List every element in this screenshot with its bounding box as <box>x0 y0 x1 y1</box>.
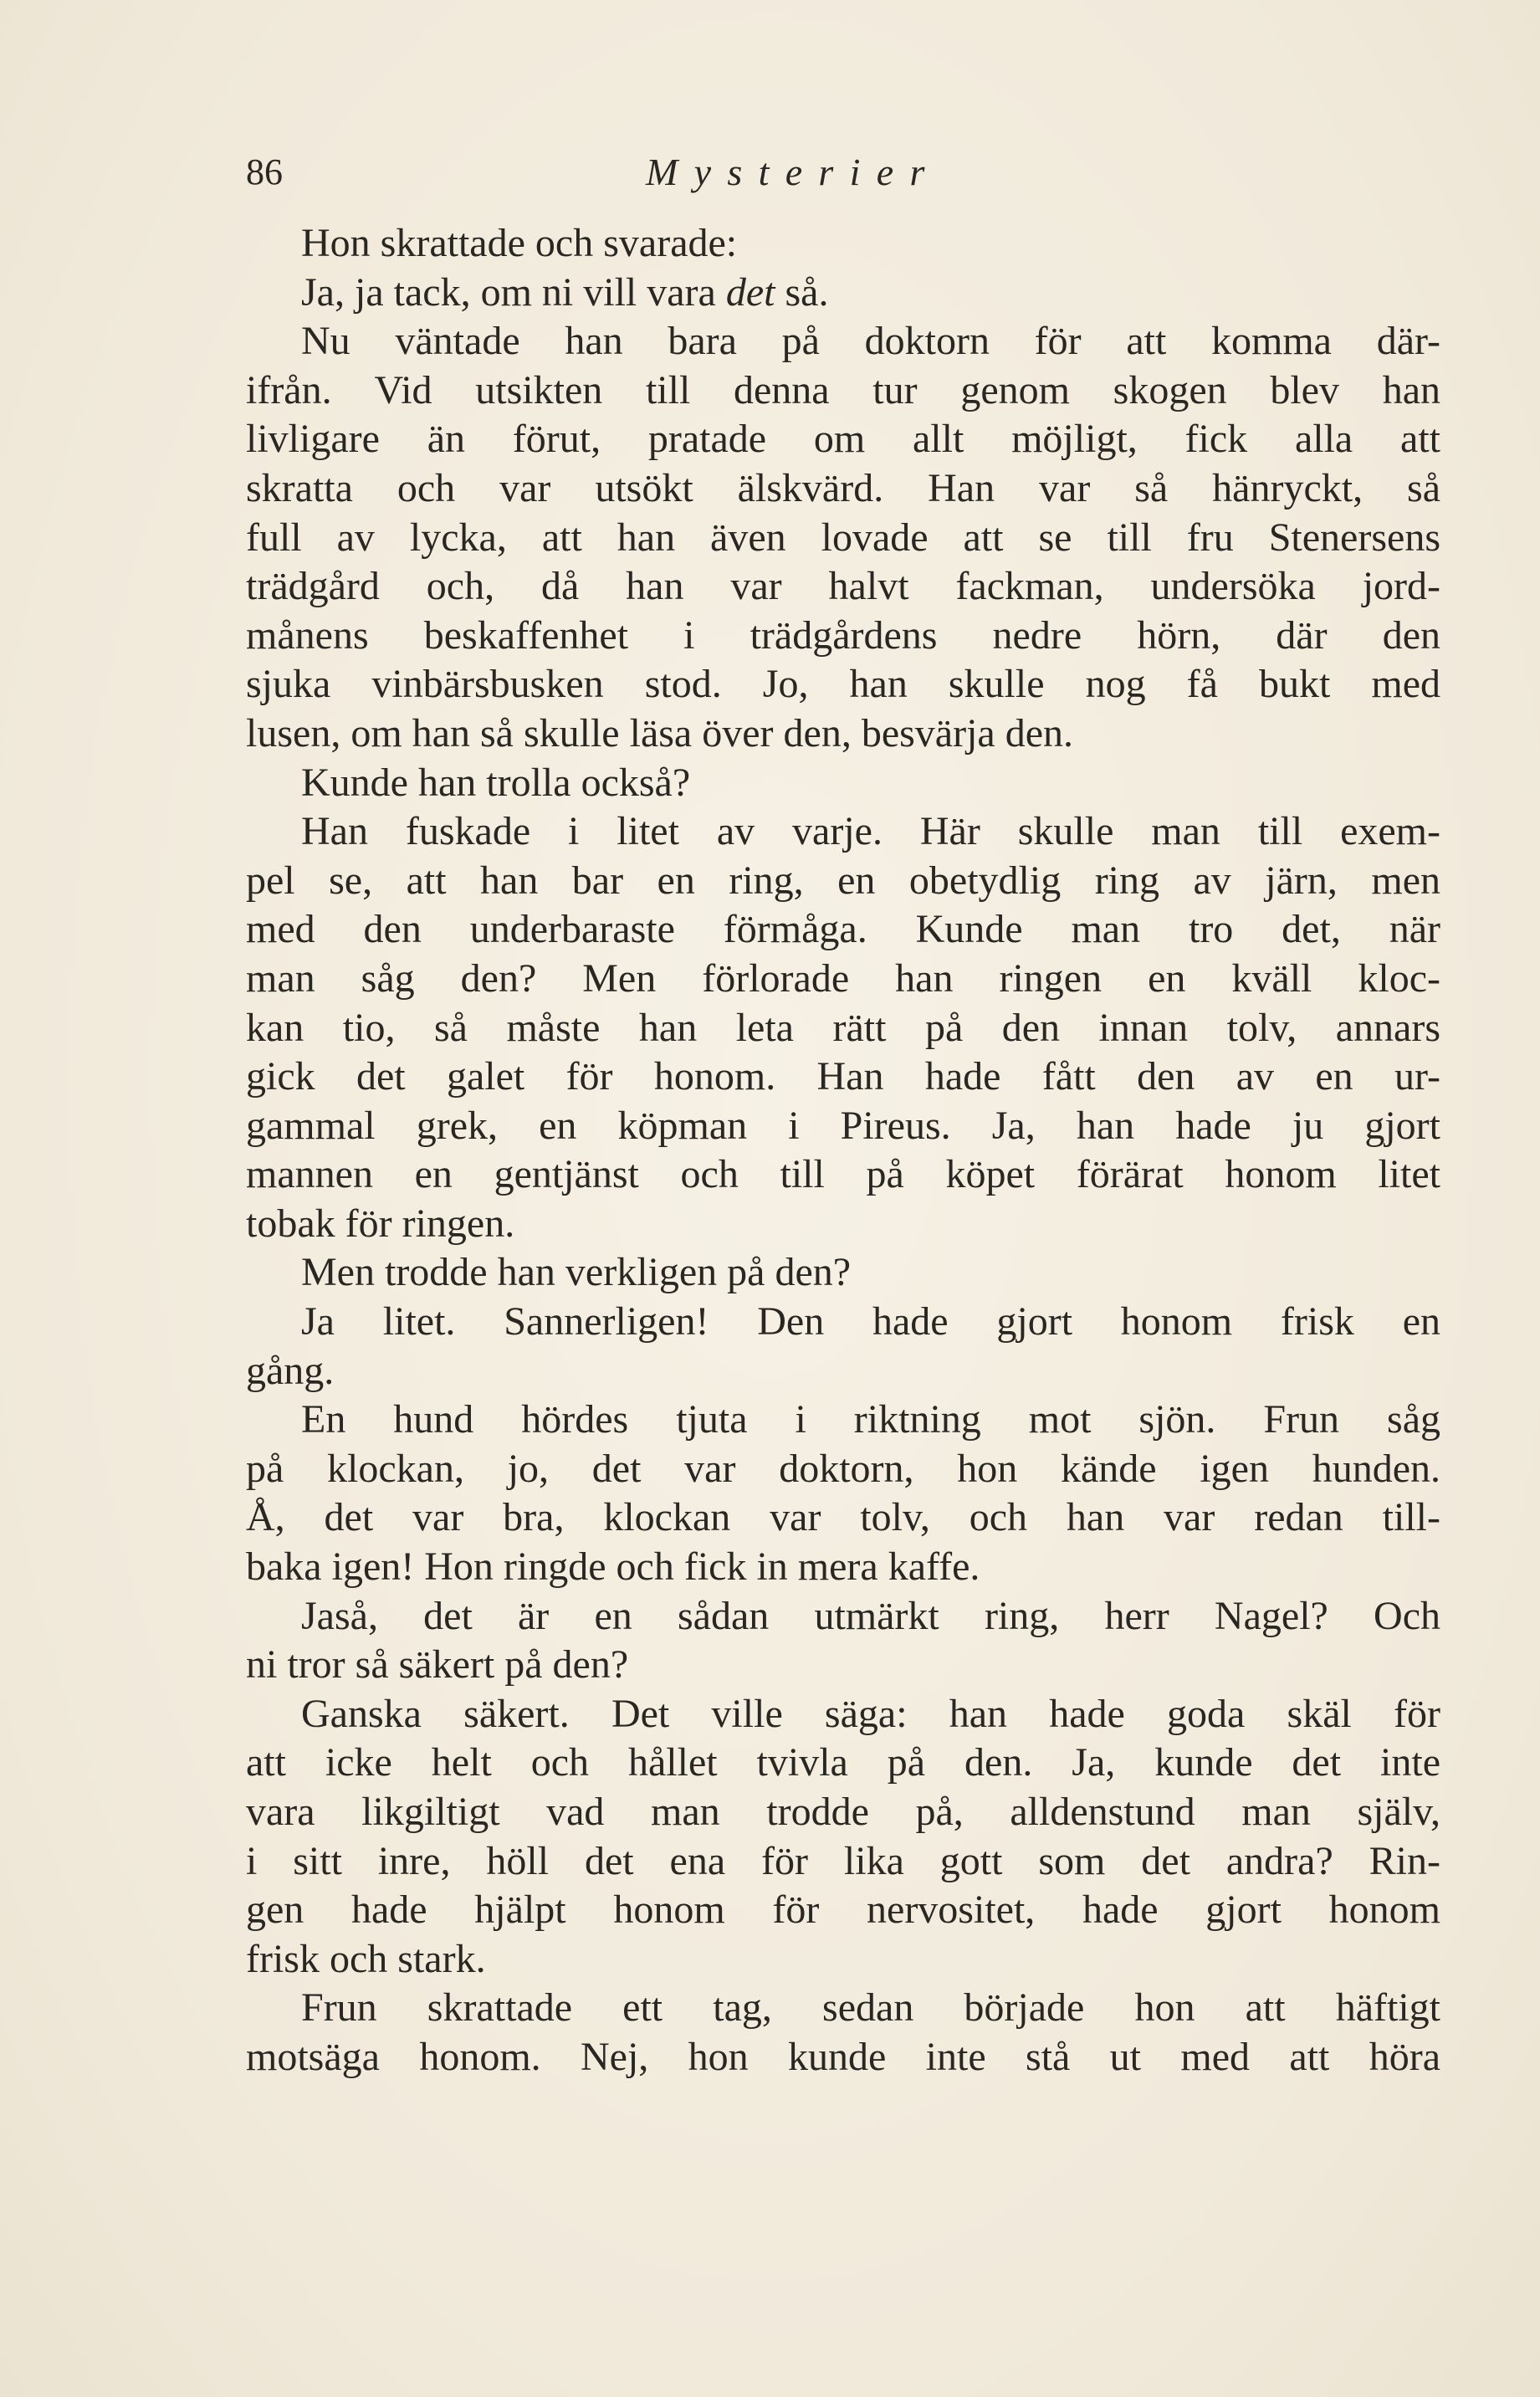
text-line: skratta och var utsökt älskvärd. Han var så hänryckt, så <box>246 465 1440 510</box>
text-line: baka igen! Hon ringde och fick in mera kaffe. <box>246 1544 980 1590</box>
text-line: mannen en gentjänst och till på köpet förärat honom litet <box>246 1152 1440 1197</box>
running-head: Mysterier <box>646 151 941 193</box>
text-line: Ja litet. Sannerligen! Den hade gjort honom frisk en <box>301 1299 1440 1344</box>
text-line: frisk och stark. <box>246 1936 486 1981</box>
text-line: motsäga honom. Nej, hon kunde inte stå ut med att höra <box>246 2034 1440 2079</box>
page-header <box>246 149 1384 207</box>
text-line <box>246 269 1440 318</box>
text-line: Ganska säkert. Det ville säga: han hade goda skäl för <box>301 1691 1440 1736</box>
text-line: månens beskaffenhet i trädgårdens nedre hörn, där den <box>246 612 1440 658</box>
text-line: Hon skrattade och svarade: <box>301 221 738 265</box>
text-segment: Ja, ja tack, om ni vill vara <box>301 269 726 315</box>
text-segment: så. <box>775 269 829 315</box>
text-line: gen hade hjälpt honom för nervositet, hade gjort honom <box>246 1887 1440 1933</box>
text-line: Kunde han trolla också? <box>301 760 691 805</box>
text-line: pel se, att han bar en ring, en obetydlig ring av järn, men <box>246 858 1440 903</box>
text-line: ifrån. Vid utsikten till denna tur genom skogen blev han <box>246 367 1440 412</box>
text-line: Nu väntade han bara på doktorn för att komma där- <box>301 319 1440 364</box>
text-line: ni tror så säkert på den? <box>246 1642 629 1688</box>
page-number: 86 <box>246 151 283 192</box>
text-line: Men trodde han verkligen på den? <box>301 1250 852 1295</box>
text-line: i sitt inre, höll det ena för lika gott som det andra? Rin- <box>246 1838 1440 1883</box>
text-line: kan tio, så måste han leta rätt på den innan tolv, annars <box>246 1005 1440 1050</box>
text-line: Frun skrattade ett tag, sedan började hon att häftigt <box>301 1985 1440 2031</box>
text-line: vara likgiltigt vad man trodde på, alldenstund man själv, <box>246 1790 1440 1834</box>
text-line: med den underbaraste förmåga. Kunde man tro det, när <box>246 907 1440 952</box>
text-line: gick det galet för honom. Han hade fått den av en ur- <box>246 1054 1440 1099</box>
text-line: sjuka vinbärsbusken stod. Jo, han skulle nog få bukt med <box>246 662 1440 707</box>
text-line: Han fuskade i litet av varje. Här skulle man till exem- <box>301 809 1440 854</box>
text-line: på klockan, jo, det var doktorn, hon kände igen hunden. <box>246 1446 1440 1491</box>
text-line: trädgård och, då han var halvt fackman, undersöka jord- <box>246 564 1440 609</box>
text-line: tobak för ringen. <box>246 1201 515 1246</box>
body-text <box>246 219 1440 2082</box>
text-line: Jaså, det är en sådan utmärkt ring, herr Nagel? Och <box>301 1593 1440 1638</box>
text-line: gång. <box>246 1348 335 1393</box>
text-line: man såg den? Men förlorade han ringen en kväll kloc- <box>246 955 1440 1001</box>
text-line: Å, det var bra, klockan var tolv, och han var redan till- <box>246 1495 1440 1540</box>
text-line: att icke helt och hållet tvivla på den. Ja, kunde det inte <box>246 1740 1440 1785</box>
italic-word: det <box>725 269 775 315</box>
text-line: livligare än förut, pratade om allt möjligt, fick alla att <box>246 417 1440 462</box>
text-line: lusen, om han så skulle läsa över den, besvärja den. <box>246 710 1074 755</box>
text-line: En hund hördes tjuta i riktning mot sjön. Frun såg <box>301 1397 1440 1442</box>
text-line: full av lycka, att han även lovade att se till fru Stenersens <box>246 515 1440 560</box>
text-line: gammal grek, en köpman i Pireus. Ja, han hade ju gjort <box>246 1103 1440 1148</box>
